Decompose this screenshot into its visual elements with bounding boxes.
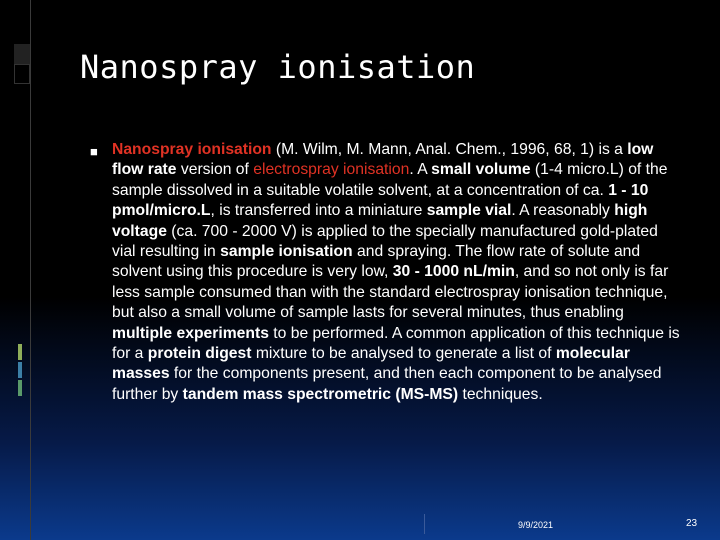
text-segment: . A reasonably xyxy=(511,202,615,220)
text-segment: Nanospray ionisation xyxy=(112,141,272,158)
text-segment: low flow rate xyxy=(112,141,654,179)
footer-divider xyxy=(424,514,425,534)
text-segment: 1 - 10 pmol/micro.L xyxy=(112,181,649,220)
text-segment: sample vial xyxy=(426,202,512,220)
text-segment: multiple experiments xyxy=(112,324,269,342)
accent-block-teal xyxy=(18,380,22,396)
bullet-paragraph xyxy=(112,140,684,405)
text-segment: tandem mass spectrometric (MS-MS) xyxy=(182,385,459,403)
text-segment: small volume xyxy=(431,161,531,179)
text-segment: and spraying. The flow rate of solute and solvent using this procedure is very low, xyxy=(112,243,641,281)
accent-block-blue xyxy=(18,362,22,378)
left-divider-line xyxy=(30,0,31,540)
decoration-block xyxy=(14,44,30,64)
left-decoration-bar xyxy=(14,0,30,540)
text-segment: (1-4 micro.L) of the sample dissolved in a suitable volatile solvent, at a concentration of ca. xyxy=(112,161,668,199)
text-segment: mixture to be analysed to generate a list of xyxy=(251,345,556,363)
text-segment: high voltage xyxy=(112,202,648,240)
bullet-icon: ■ xyxy=(90,144,98,159)
text-segment: 30 - 1000 nL/min xyxy=(392,263,515,281)
slide-title: Nanospray ionisation xyxy=(80,48,476,86)
text-segment: electrospray ionisation xyxy=(253,161,410,179)
text-segment: (M. Wilm, M. Mann, Anal. Chem., 1996, 68, 1) is a xyxy=(271,141,628,158)
text-segment: molecular masses xyxy=(112,345,630,383)
accent-block-green xyxy=(18,344,22,360)
text-segment: (ca. 700 - 2000 V) is applied to the specially manufactured gold-plated vial resulting in xyxy=(112,222,658,261)
text-segment: . A xyxy=(409,161,432,179)
text-segment: protein digest xyxy=(147,345,252,363)
decoration-block xyxy=(14,64,30,84)
text-segment: , and so not only is far less sample consumed than with the standard electrospray ionisation technique, but also a small volume of sample lasts for several minutes, thus enabling xyxy=(112,263,669,322)
text-segment: , is transferred into a miniature xyxy=(210,202,427,220)
text-segment: techniques. xyxy=(458,385,543,403)
text-segment: version of xyxy=(176,161,254,179)
footer-date: 9/9/2021 xyxy=(518,520,554,530)
text-segment: sample ionisation xyxy=(220,243,353,261)
page-number: 23 xyxy=(686,518,698,529)
text-segment: to be performed. A common application of this technique is for a xyxy=(112,324,680,363)
text-segment: for the components present, and then each component to be analysed further by xyxy=(112,365,662,403)
